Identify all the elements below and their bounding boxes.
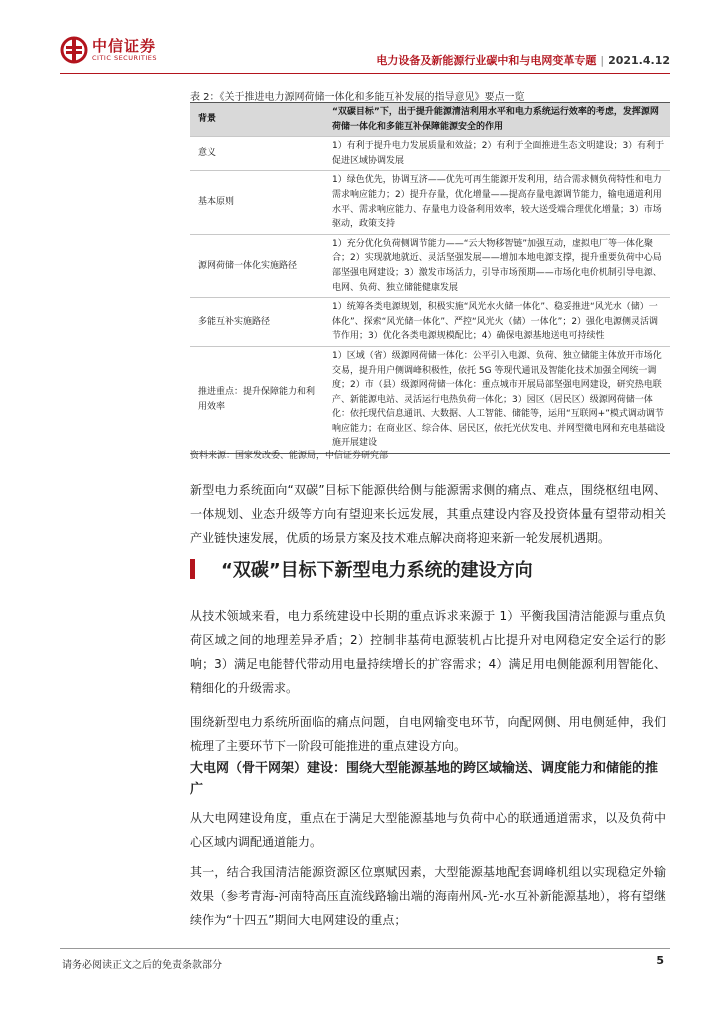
paragraph-grid: 从大电网建设角度，重点在于满足大型能源基地与负荷中心的联通通道需求，以及负荷中心区域内调配通道能力。 [190,811,666,849]
report-title: 电力设备及新能源行业碳中和与电网变革专题 | 2021.4.12 [376,54,670,67]
subheading-grid: 大电网（骨干网架）建设：围绕大型能源基地的跨区域输送、调度能力和储能的推广 [190,761,659,797]
paragraph-first: 其一，结合我国清洁能源资源区位禀赋因素，大型能源基地配套调峰机组以实现稳定外输效果（参考青海-河南特高压直流线路输出端的海南州风-光-水互补新能源基地），将有望继续作为“十四五”期间大电网建设的重点； [190,865,666,927]
paragraph-painpoints: 围绕新型电力系统所面临的痛点问题，自电网输变电环节，向配网侧、用电侧延伸，我们梳理了主要环节下一阶段可能推进的重点建设方向。 [190,715,666,753]
row-value: 1）统筹各类电源规划，积极实施“风光水火储一体化”、稳妥推进“风光水（储）一体化”、探索“风光储一体化”、严控“风光火（储）一体化”；2）强化电源侧灵活调节作用；3）优化各类电源规模配比；4）确保电源基地送电可持续性 [324,298,670,347]
table-row [190,346,670,453]
citic-logo-icon [60,36,88,64]
row-value: “双碳目标”下，出于提升能源清洁利用水平和电力系统运行效率的考虑，发挥源网荷储一体化和多能互补保障能源安全的作用 [324,103,670,137]
table-row [190,137,670,171]
section-marker [190,559,195,579]
header-divider [60,73,670,74]
guidance-table [190,102,670,454]
page-header [60,32,670,72]
row-label: 意义 [190,137,324,171]
table-caption: 表 2：《关于推进电力源网荷储一体化和多能互补发展的指导意见》要点一览 [190,92,525,103]
row-value: 1）绿色优先，协调互济——优先可再生能源开发利用，结合需求侧负荷特性和电力需求响应能力；2）提升存量，优化增量——提高存量电源调节能力，输电通道利用水平、需求响应能力、存量电力设备利用效率，较大送受端合理优化增量；3）市场驱动，政策支持 [324,171,670,234]
table-row [190,234,670,297]
report-date: 2021.4.12 [608,54,670,67]
paragraph-tech: 从技术领域来看，电力系统建设中长期的重点诉求来源于 1）平衡我国清洁能源与重点负荷区域之间的地理差异矛盾；2）控制非基荷电源装机占比提升对电网稳定安全运行的影响；3）满足电能替代带动用电量持续增长的扩容需求；4）满足用电侧能源利用智能化、精细化的升级需求。 [190,609,666,695]
row-label: 基本原则 [190,171,324,234]
paragraph-intro: 新型电力系统面向“双碳”目标下能源供给侧与能源需求侧的痛点、难点，围绕枢纽电网、一体规划、业态升级等方向有望迎来长远发展，其重点建设内容及投资体量有望带动相关产业链快速发展，优质的场景方案及技术难点解决商将迎来新一轮发展机遇期。 [190,483,666,545]
table-row [190,171,670,234]
row-value: 1）充分优化负荷侧调节能力——“云大物移智链”加强互动，虚拟电厂等一体化聚合；2）实现就地就近、灵活坚强发展——增加本地电源支撑，提升重要负荷中心局部坚强电网建设；3）激发市场活力，引导市场预期——市场化电价机制引导电源、电网、负荷、独立储能健康发展 [324,234,670,297]
table-row [190,298,670,347]
section-heading [190,556,533,582]
disclaimer-note: 请务必阅读正文之后的免责条款部分 [62,960,222,971]
logo-english: CITIC SECURITIES [92,54,158,62]
row-label: 推进重点：提升保障能力和利用效率 [190,346,324,453]
section-title: “双碳”目标下新型电力系统的建设方向 [221,560,533,581]
row-value: 1）有利于提升电力发展质量和效益；2）有利于全面推进生态文明建设；3）有利于促进区域协调发展 [324,137,670,171]
row-label: 多能互补实施路径 [190,298,324,347]
logo-chinese: 中信证券 [92,37,157,55]
table-row [190,103,670,137]
footer-divider [60,948,670,949]
page-number: 5 [656,954,664,967]
citic-logo [60,36,157,64]
row-label: 背景 [190,103,324,137]
row-label: 源网荷储一体化实施路径 [190,234,324,297]
table-source: 资料来源：国家发改委、能源局，中信证券研究部 [190,451,389,461]
row-value: 1）区域（省）级源网荷储一体化：公平引入电源、负荷、独立储能主体放开市场化交易，提升用户侧调峰积极性，依托 5G 等现代通讯及智能化技术加强全网统一调度；2）市（县）级源网荷储一体化：重点城市开展局部坚强电网建设，研究热电联产、新能源电站、灵活运行电热负荷一体化；3）园区（居民区）级源网荷储一体化：依托现代信息通讯、大数据、人工智能、储能等，运用“互联网+”模式调动调节响应能力；在商业区、综合体、居民区，依托光伏发电、并网型微电网和充电基础设施开展建设 [324,346,670,453]
report-topic: 电力设备及新能源行业碳中和与电网变革专题 [376,54,597,67]
